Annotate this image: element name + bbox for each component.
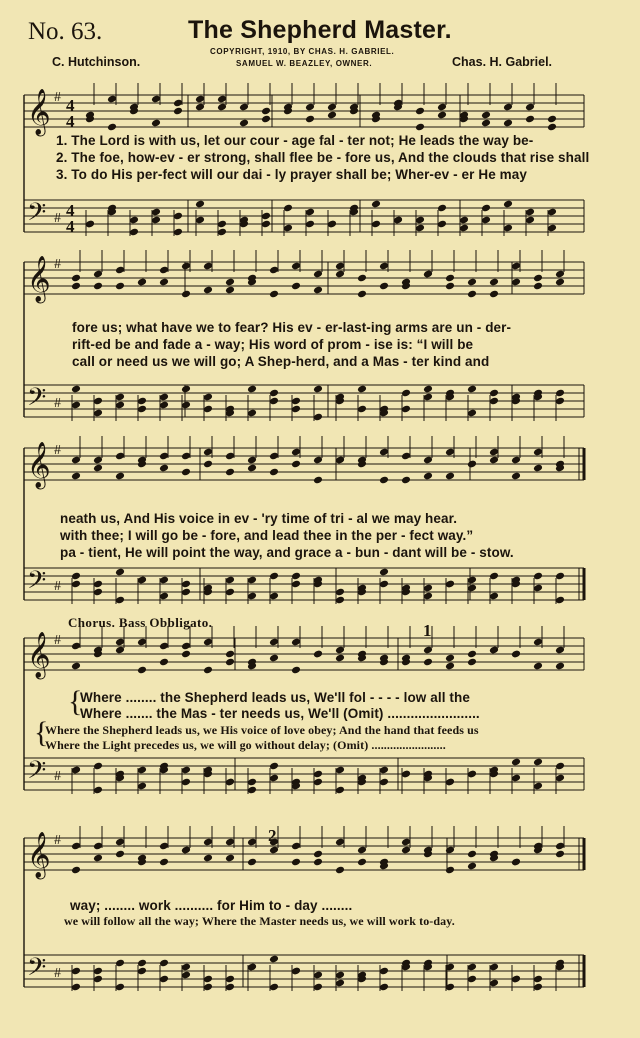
note-head bbox=[335, 866, 345, 875]
note-head bbox=[107, 123, 117, 132]
note-head bbox=[225, 650, 235, 659]
composer: Chas. H. Gabriel. bbox=[452, 55, 553, 69]
note-head bbox=[305, 115, 315, 124]
note-head bbox=[533, 282, 543, 291]
note-head bbox=[379, 476, 389, 485]
lyric-s1-v3: 3. To do His per-fect will our dai - ly prayer shall be; Wher-ev - er He may bbox=[56, 167, 527, 182]
second-ending-mark: 2 bbox=[268, 826, 277, 845]
note-head bbox=[547, 115, 557, 124]
note-head bbox=[357, 274, 367, 283]
note-head bbox=[181, 468, 191, 477]
note-head bbox=[445, 282, 455, 291]
note-head bbox=[203, 854, 213, 863]
note-head bbox=[327, 111, 337, 120]
note-head bbox=[115, 850, 125, 859]
note-head bbox=[423, 472, 433, 481]
note-head bbox=[467, 658, 477, 667]
note-head bbox=[159, 278, 169, 287]
note-head bbox=[71, 866, 81, 875]
note-head bbox=[555, 278, 565, 287]
note-head bbox=[481, 111, 491, 120]
note-head bbox=[247, 464, 257, 473]
note-head bbox=[547, 123, 557, 132]
note-head bbox=[313, 858, 323, 867]
lyric-s1-v2: 2. The foe, how-ev - er strong, shall flee be - fore us, And the clouds that rise shall bbox=[56, 150, 590, 165]
note-head bbox=[511, 472, 521, 481]
lyric-final-v1: way; ........ work .......... for Him to - day ........ bbox=[70, 898, 353, 913]
note-head bbox=[195, 200, 205, 209]
note-head bbox=[379, 568, 389, 577]
note-head bbox=[269, 955, 279, 964]
note-head bbox=[357, 290, 367, 299]
lyric-s2-v3: call or need us we will go; A Shep-herd, and a Mas - ter kind and bbox=[72, 354, 490, 369]
note-head bbox=[93, 282, 103, 291]
note-head bbox=[357, 385, 367, 394]
note-head bbox=[467, 650, 477, 659]
sharp-icon: # bbox=[54, 396, 61, 411]
note-head bbox=[115, 568, 125, 577]
treble-clef: 𝄞 bbox=[27, 442, 51, 488]
note-head bbox=[467, 850, 477, 859]
note-head bbox=[93, 464, 103, 473]
note-head bbox=[269, 654, 279, 663]
time-signature: 4 bbox=[66, 112, 75, 131]
note-head bbox=[313, 476, 323, 485]
note-head bbox=[335, 654, 345, 663]
sharp-icon: # bbox=[54, 211, 61, 226]
note-head bbox=[533, 274, 543, 283]
bass-clef: 𝄢 bbox=[27, 566, 47, 601]
note-head bbox=[503, 200, 513, 209]
note-head bbox=[533, 662, 543, 671]
sharp-icon: # bbox=[54, 443, 61, 458]
note-head bbox=[423, 658, 433, 667]
lyric-s2-v1: fore us; what have we to fear? His ev - er-last-ing arms are un - der- bbox=[72, 320, 512, 335]
note-head bbox=[225, 658, 235, 667]
note-head bbox=[115, 472, 125, 481]
note-head bbox=[313, 385, 323, 394]
sharp-icon: # bbox=[54, 966, 61, 981]
note-head bbox=[261, 115, 271, 124]
note-head bbox=[415, 123, 425, 132]
note-head bbox=[291, 666, 301, 675]
bass-clef: 𝄢 bbox=[27, 953, 47, 988]
note-head bbox=[71, 282, 81, 291]
note-head bbox=[313, 650, 323, 659]
sharp-icon: # bbox=[54, 579, 61, 594]
note-head bbox=[437, 111, 447, 120]
note-head bbox=[467, 385, 477, 394]
note-head bbox=[137, 278, 147, 287]
note-head bbox=[379, 282, 389, 291]
note-head bbox=[401, 476, 411, 485]
hymn-title: The Shepherd Master. bbox=[188, 16, 452, 44]
bass-clef: 𝄢 bbox=[27, 383, 47, 418]
note-head bbox=[225, 468, 235, 477]
note-head bbox=[93, 854, 103, 863]
note-head bbox=[71, 385, 81, 394]
treble-clef: 𝄞 bbox=[27, 832, 51, 878]
note-head bbox=[115, 282, 125, 291]
time-signature: 4 bbox=[66, 201, 75, 220]
treble-clef: 𝄞 bbox=[27, 256, 51, 302]
note-head bbox=[269, 468, 279, 477]
note-head bbox=[489, 290, 499, 299]
note-head bbox=[225, 854, 235, 863]
lyric-s1-v1: 1. The Lord is with us, let our cour - age fal - ter not; He leads the way be- bbox=[56, 133, 534, 148]
note-head bbox=[555, 850, 565, 859]
copyright-line: COPYRIGHT, 1910, BY CHAS. H. GABRIEL. bbox=[210, 47, 395, 56]
note-head bbox=[239, 119, 249, 128]
note-head bbox=[225, 286, 235, 295]
lyric-chorus-v2: Where ....... the Mas - ter needs us, We'll (Omit) ........................ bbox=[80, 706, 480, 721]
note-head bbox=[269, 290, 279, 299]
note-head bbox=[151, 119, 161, 128]
note-head bbox=[159, 464, 169, 473]
note-head bbox=[467, 290, 477, 299]
note-head bbox=[261, 107, 271, 116]
hymn-number: No. 63. bbox=[28, 18, 103, 45]
bass-verse-brace: { bbox=[34, 716, 49, 749]
lyric-bass-v2: Where the Light precedes us, we will go without delay; (Omit) ........................ bbox=[45, 738, 446, 752]
note-head bbox=[467, 862, 477, 871]
verse-brace: { bbox=[68, 685, 83, 718]
note-head bbox=[247, 385, 257, 394]
note-head bbox=[291, 858, 301, 867]
note-head bbox=[173, 107, 183, 116]
note-head bbox=[445, 866, 455, 875]
note-head bbox=[291, 460, 301, 469]
note-head bbox=[445, 662, 455, 671]
note-head bbox=[555, 662, 565, 671]
note-head bbox=[137, 666, 147, 675]
note-head bbox=[511, 758, 521, 767]
note-head bbox=[525, 115, 535, 124]
lyric-s3-v1: neath us, And His voice in ev - 'ry time of tri - al we may hear. bbox=[60, 511, 458, 526]
note-head bbox=[71, 274, 81, 283]
note-head bbox=[357, 858, 367, 867]
note-head bbox=[415, 107, 425, 116]
note-head bbox=[511, 858, 521, 867]
note-head bbox=[481, 119, 491, 128]
note-head bbox=[489, 278, 499, 287]
note-head bbox=[313, 286, 323, 295]
chorus-label: Chorus. Bass Obbligato. bbox=[68, 615, 213, 630]
sharp-icon: # bbox=[54, 833, 61, 848]
time-signature: 4 bbox=[66, 96, 75, 115]
note-head bbox=[159, 858, 169, 867]
lyricist: C. Hutchinson. bbox=[52, 55, 141, 69]
lyric-final-bass: we will follow all the way; Where the Master needs us, we will work to-day. bbox=[64, 914, 455, 928]
note-head bbox=[371, 200, 381, 209]
note-head bbox=[225, 278, 235, 287]
time-signature: 4 bbox=[66, 217, 75, 236]
sharp-icon: # bbox=[54, 633, 61, 648]
lyric-s3-v2: with thee; I will go be - fore, and lead thee in the per - fect way.” bbox=[60, 528, 474, 543]
treble-clef: 𝄞 bbox=[27, 632, 51, 678]
note-head bbox=[533, 464, 543, 473]
note-head bbox=[445, 274, 455, 283]
note-head bbox=[203, 666, 213, 675]
bass-clef: 𝄢 bbox=[27, 756, 47, 791]
sharp-icon: # bbox=[54, 257, 61, 272]
note-head bbox=[159, 658, 169, 667]
note-head bbox=[71, 662, 81, 671]
lyric-bass-v1: Where the Shepherd leads us, we His voice of love obey; And the hand that feeds us bbox=[45, 723, 479, 737]
note-head bbox=[445, 472, 455, 481]
lyric-s2-v2: rift-ed be and fade a - way; His word of prom - ise is: “I will be bbox=[72, 337, 474, 352]
first-ending-mark: 1 bbox=[423, 621, 432, 640]
lyric-chorus-v1: Where ........ the Shepherd leads us, We'll fol - - - - low all the bbox=[80, 690, 470, 705]
lyric-s3-v3: pa - tient, He will point the way, and grace a - bun - dant will be - stow. bbox=[60, 545, 514, 560]
note-head bbox=[533, 758, 543, 767]
note-head bbox=[247, 858, 257, 867]
note-head bbox=[467, 278, 477, 287]
note-head bbox=[313, 850, 323, 859]
note-head bbox=[181, 385, 191, 394]
note-head bbox=[511, 650, 521, 659]
note-head bbox=[445, 654, 455, 663]
sharp-icon: # bbox=[54, 90, 61, 105]
note-head bbox=[423, 385, 433, 394]
note-head bbox=[181, 650, 191, 659]
bass-clef: 𝄢 bbox=[27, 198, 47, 233]
note-head bbox=[467, 460, 477, 469]
treble-clef: 𝄞 bbox=[27, 89, 51, 135]
note-head bbox=[503, 119, 513, 128]
sharp-icon: # bbox=[54, 769, 61, 784]
note-head bbox=[291, 282, 301, 291]
owner-line: SAMUEL W. BEAZLEY, OWNER. bbox=[236, 59, 373, 68]
note-head bbox=[181, 290, 191, 299]
note-head bbox=[71, 472, 81, 481]
note-head bbox=[203, 460, 213, 469]
note-head bbox=[203, 286, 213, 295]
